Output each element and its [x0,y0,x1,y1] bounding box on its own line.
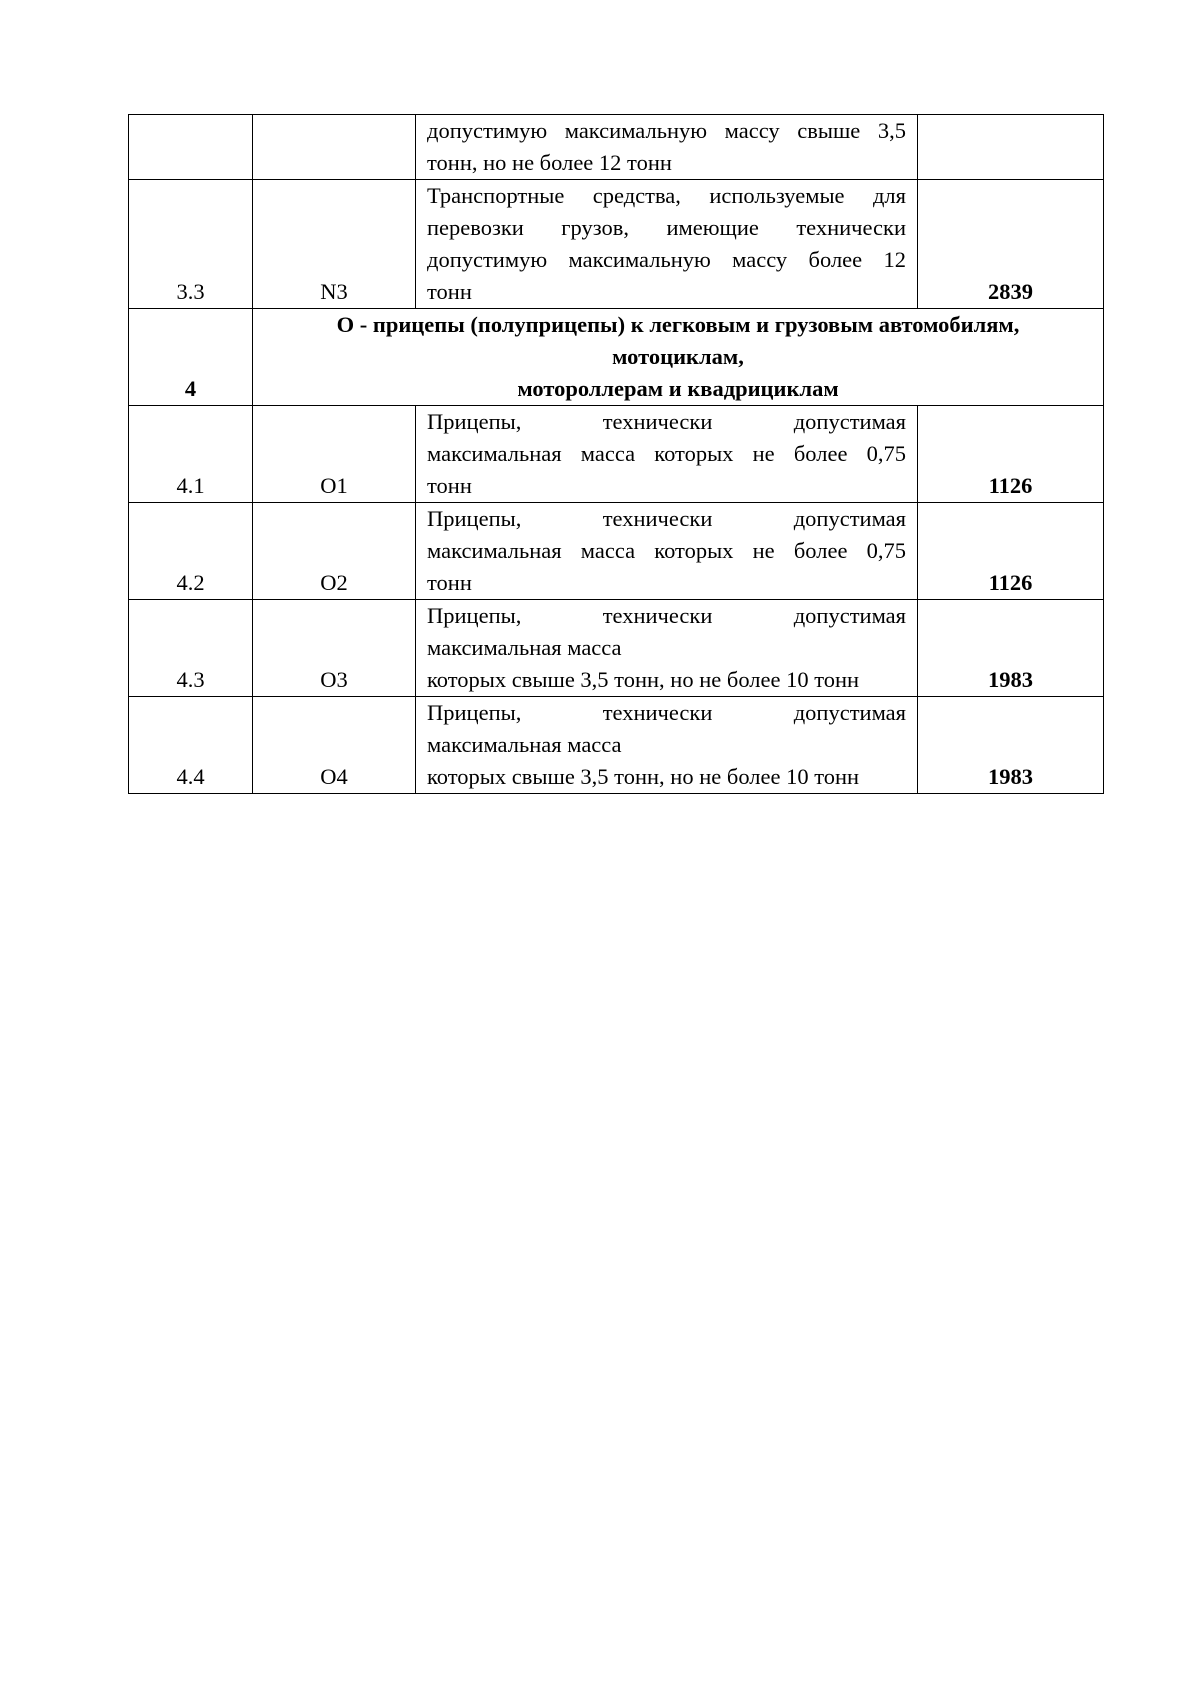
vehicle-category: O2 [253,503,416,600]
group-title-line: мотороллерам и квадрициклам [517,376,839,401]
row-number: 4.2 [129,503,253,600]
group-header-row [129,309,1104,406]
description-line: допустимую максимальную массу свыше 3,5 [427,118,906,143]
row-number: 4.4 [129,697,253,794]
description-line: которых свыше 3,5 тонн, но не более 10 тонн [427,764,860,789]
vehicle-category [253,115,416,180]
description-line: Прицепы, технически допустимая [427,603,906,628]
vehicle-category: O1 [253,406,416,503]
vehicle-category: N3 [253,180,416,309]
description-line: максимальная масса которых не более 0,75 [427,441,906,466]
row-description [416,600,918,697]
description-line: максимальная масса [427,635,622,660]
description-line: Прицепы, технически допустимая [427,700,906,725]
table-row [129,697,1104,794]
description-line: максимальная масса которых не более 0,75 [427,538,906,563]
row-value: 2839 [918,180,1104,309]
row-number: 4.3 [129,600,253,697]
description-line: перевозки грузов, имеющие технически [427,215,906,240]
group-title [253,309,1104,406]
group-number: 4 [129,309,253,406]
row-description [416,697,918,794]
row-description [416,115,918,180]
tariff-table [128,114,1104,794]
description-line: Транспортные средства, используемые для [427,183,906,208]
row-number [129,115,253,180]
row-description [416,180,918,309]
table-row [129,600,1104,697]
table-row [129,180,1104,309]
row-value: 1126 [918,406,1104,503]
group-title-line: О - прицепы (полуприцепы) к легковым и грузовым автомобилям, [336,312,1020,337]
description-line: Прицепы, технически допустимая [427,409,906,434]
table-row [129,115,1104,180]
row-value: 1126 [918,503,1104,600]
row-number: 3.3 [129,180,253,309]
row-value: 1983 [918,600,1104,697]
row-value: 1983 [918,697,1104,794]
table-row [129,406,1104,503]
group-title-line: мотоциклам, [612,344,744,369]
row-value [918,115,1104,180]
description-line: тонн [427,473,472,498]
vehicle-category: O3 [253,600,416,697]
row-number: 4.1 [129,406,253,503]
description-line: допустимую максимальную массу более 12 [427,247,906,272]
row-description [416,503,918,600]
description-line: максимальная масса [427,732,622,757]
description-line: Прицепы, технически допустимая [427,506,906,531]
row-description [416,406,918,503]
table-row [129,503,1104,600]
description-line: тонн [427,279,472,304]
vehicle-category: O4 [253,697,416,794]
description-line: тонн [427,570,472,595]
description-line: тонн, но не более 12 тонн [427,150,672,175]
description-line: которых свыше 3,5 тонн, но не более 10 тонн [427,667,860,692]
